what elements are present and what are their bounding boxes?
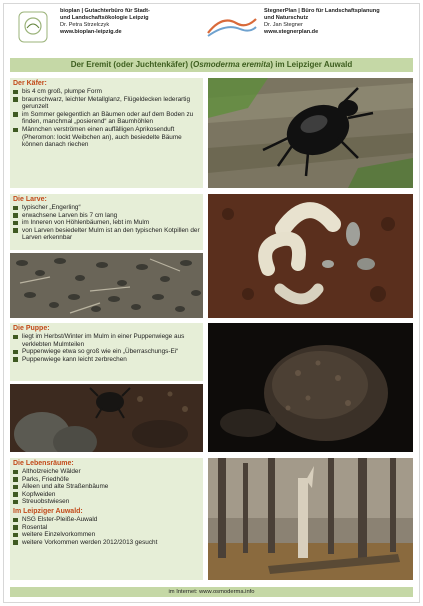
section-kaefer: [10, 78, 203, 188]
list-item: Parks, Friedhöfe: [13, 476, 200, 484]
section-lebensraeume-list: [10, 468, 203, 506]
header-right-line1: StegnerPlan | Büro für Landschaftsplanung: [264, 8, 380, 14]
section-lebensraeume: [10, 458, 203, 580]
header-left-line3: Dr. Petra Strzelczyk: [60, 22, 110, 28]
list-item: Rosental: [13, 524, 200, 532]
list-item: typischer „Engerling“: [13, 204, 200, 212]
title-suffix: ) im Leipziger Auwald: [270, 60, 353, 69]
section-larve-list: [10, 204, 203, 242]
section-lebensraeume-heading: Die Lebensräume:: [13, 460, 74, 467]
footer-text[interactable]: im Internet: www.osmoderma.info: [168, 589, 255, 595]
larvae-photo: [208, 194, 413, 318]
frass-pellets-photo: [10, 253, 203, 318]
header-right: [264, 8, 380, 50]
section-auwald-heading: Im Leipziger Auwald:: [13, 507, 83, 515]
list-item: weitere Vorkommen werden 2012/2013 gesucht: [13, 539, 200, 547]
list-item: Puppenwiege kann leicht zerbrechen: [13, 356, 200, 364]
header-left: [60, 8, 150, 50]
list-item: liegt im Herbst/Winter im Mulm in einer Puppenwiege aus verklebten Mulmteilen: [13, 333, 200, 348]
header-left-line1: bioplan | Gutachterbüro für Stadt-: [60, 8, 150, 14]
list-item: Männchen verströmen einen auffälligen Aprikosenduft (Pheromon: lockt Weibchen an), auch besiedelte Bäume können danach riechen: [13, 126, 200, 149]
list-item: Altholzreiche Wälder: [13, 468, 200, 476]
stegnerplan-logo: [206, 13, 258, 39]
list-item: Streuobstwiesen: [13, 498, 200, 506]
list-item: bis 4 cm groß, plumpe Form: [13, 88, 200, 96]
list-item: weitere Einzelvorkommen: [13, 531, 200, 539]
footer-web-link[interactable]: [10, 587, 413, 597]
list-item: NSG Elster-Pleiße-Auwald: [13, 516, 200, 524]
header-left-line2: und Landschaftsökologie Leipzig: [60, 15, 149, 21]
list-item: Alleen und alte Straßenbäume: [13, 483, 200, 491]
beetle-photo: [208, 78, 413, 188]
pupa-cocoon-photo: [10, 384, 203, 452]
list-item: von Larven besiedelter Mulm ist an den typischen Kotpillen der Larven erkennbar: [13, 227, 200, 242]
page-title: [10, 58, 413, 72]
pupal-chamber-photo: [208, 323, 413, 452]
list-item: Puppenwiege etwa so groß wie ein „Überraschungs-Ei“: [13, 348, 200, 356]
section-kaefer-heading: Der Käfer:: [13, 80, 47, 87]
section-puppe-heading: Die Puppe:: [13, 325, 50, 332]
list-item: erwachsene Larven bis 7 cm lang: [13, 212, 200, 220]
header-right-line2: und Naturschutz: [264, 15, 309, 21]
list-item: im Sommer gelegentlich an Bäumen oder auf dem Boden zu finden, manchmal „posierend“ an Baumhöhlen: [13, 111, 200, 126]
list-item: Kopfweiden: [13, 491, 200, 499]
section-puppe-list: [10, 333, 203, 363]
floodplain-forest-photo: [208, 458, 413, 580]
list-item: im Inneren von Höhlenbäumen, lebt im Mulm: [13, 219, 200, 227]
title-latin-name: Osmoderma eremita: [192, 60, 271, 69]
bioplan-logo: [18, 10, 48, 44]
header-left-line4[interactable]: www.bioplan-leipzig.de: [60, 29, 122, 35]
section-auwald-list: [10, 516, 203, 546]
header-right-line3: Dr. Jan Stegner: [264, 22, 303, 28]
header-right-line4[interactable]: www.stegnerplan.de: [264, 29, 319, 35]
list-item: braunschwarz, leichter Metallglanz, Flügeldecken lederartig gerunzelt: [13, 96, 200, 111]
title-prefix: Der Eremit (oder Juchtenkäfer) (: [70, 60, 193, 69]
section-larve-heading: Die Larve:: [13, 196, 47, 203]
section-puppe: [10, 323, 203, 381]
section-larve: [10, 194, 203, 250]
section-kaefer-list: [10, 88, 203, 149]
